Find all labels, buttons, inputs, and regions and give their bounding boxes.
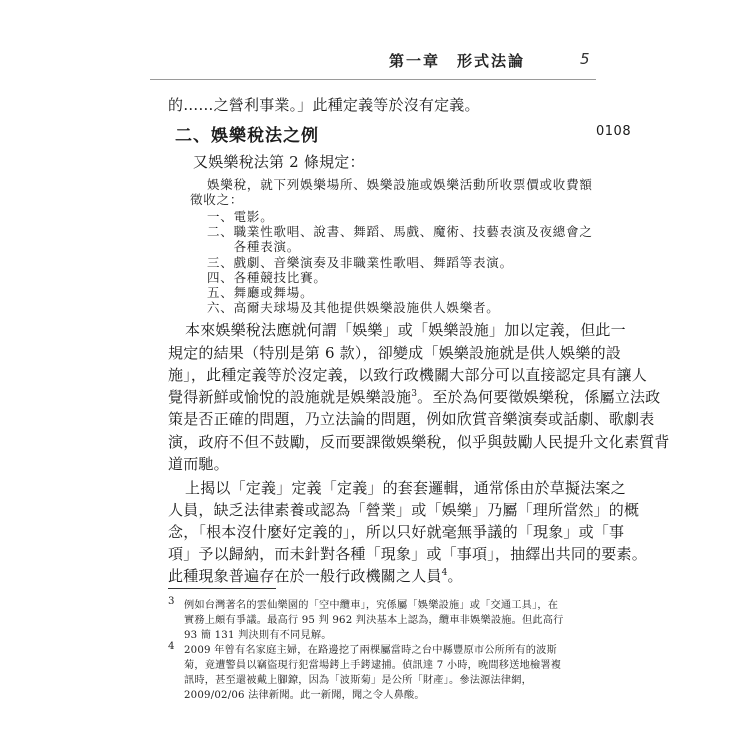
quote-item: 六、高爾夫球場及其他提供娛樂設施供人娛樂者。 [207,300,500,315]
quote-line: 徵收之： [190,192,244,207]
footnote-number: 3 [168,596,175,607]
intro-text: 又娛樂稅法第 2 條規定： [193,153,365,171]
footnote-line: 訊時，甚至還被戴上腳鐐，因為「波斯菊」是公所「財產」。參法源法律網， [184,675,533,686]
footnote-ref-3[interactable]: 3 [411,389,418,399]
quote-item: 各種表演。 [207,239,301,254]
paragraph-line-text: 。 [447,567,463,585]
footnote-ref-4[interactable]: 4 [441,568,448,578]
chapter-header: 第一章 形式法論 [388,52,525,70]
footnote-line: 93 簡 131 判決則有不同見解。 [184,630,332,641]
paragraph-line: 施」，此種定義等於沒定義，以致行政機關大部分可以直接認定具有讓人 [168,366,647,384]
paragraph-line-text: 。至於為何要徵娛樂稅，係屬立法政 [417,388,661,406]
footnote-line: 菊，竟遭警員以竊盜現行犯當場銬上手銬逮捕。偵訊達 7 小時，晚間移送地檢署複 [184,660,562,671]
paragraph-line: 規定的結果（特別是第 6 款），卻變成「娛樂設施就是供人娛樂的設 [168,344,621,362]
footnote-line: 2009 年曾有名家庭主婦，在路邊挖了兩棵屬當時之台中縣豐原市公所所有的波斯 [184,645,557,656]
paragraph-line: 上揭以「定義」定義「定義」的套套邏輯，通常係由於草擬法案之 [185,479,626,497]
paragraph-line: 項」予以歸納，而未針對各種「現象」或「事項」，抽繹出共同的要素。 [168,545,647,563]
paragraph-line: 道而馳。 [168,455,229,473]
paragraph-line: 策是否正確的問題，乃立法論的問題，例如欣賞音樂演奏或話劇、歌劇表 [168,410,655,428]
quote-item: 一、電影。 [207,209,274,224]
quote-item: 五、舞廳或舞場。 [207,285,314,300]
footnote-rule [168,588,276,589]
paragraph-line [168,386,660,407]
footnote-line: 2009/02/06 法律新聞。此一新聞，聞之令人鼻酸。 [184,690,425,701]
quote-item: 二、職業性歌唱、說書、舞蹈、馬戲、魔術、技藝表演及夜總會之 [207,224,593,239]
header-rule [150,79,596,80]
paragraph-line-text: 此種現象普遍存在於一般行政機關之人員 [168,567,442,585]
footnote-line: 例如台灣著名的雲仙樂園的「空中纜車」，究係屬「娛樂設施」或「交通工具」，在 [184,600,559,611]
section-title: 二、娛樂稅法之例 [175,126,319,146]
continued-text: 的……之營利事業。」此種定義等於沒有定義。 [168,96,480,114]
quote-line: 娛樂稅，就下列娛樂場所、娛樂設施或娛樂活動所收票價或收費額 [207,177,593,192]
paragraph-line: 人員，缺乏法律素養或認為「營業」或「娛樂」乃屬「理所當然」的概 [168,501,640,519]
paragraph-line [168,565,463,586]
paragraph-line: 本來娛樂稅法應就何謂「娛樂」或「娛樂設施」加以定義，但此一 [185,321,626,339]
footnote-line: 實務上頗有爭議。最高行 95 判 962 判決基本上認為，纜車非娛樂設施。但此高行 [184,615,564,626]
quote-item: 三、戲劇、音樂演奏及非職業性歌唱、舞蹈等表演。 [207,255,513,270]
paragraph-line: 演，政府不但不鼓勵，反而要課徵娛樂稅，似乎與鼓勵人民提升文化素質背 [168,433,670,451]
paragraph-line-text: 覺得新鮮或愉悅的設施就是娛樂設施 [168,388,412,406]
quote-item: 四、各種競技比賽。 [207,270,327,285]
paragraph-line: 念，「根本沒什麼好定義的」，所以只好就毫無爭議的「現象」或「事 [168,523,625,541]
margin-code: 0108 [596,124,632,139]
footnote-number: 4 [168,641,175,652]
page-number: 5 [580,50,590,68]
